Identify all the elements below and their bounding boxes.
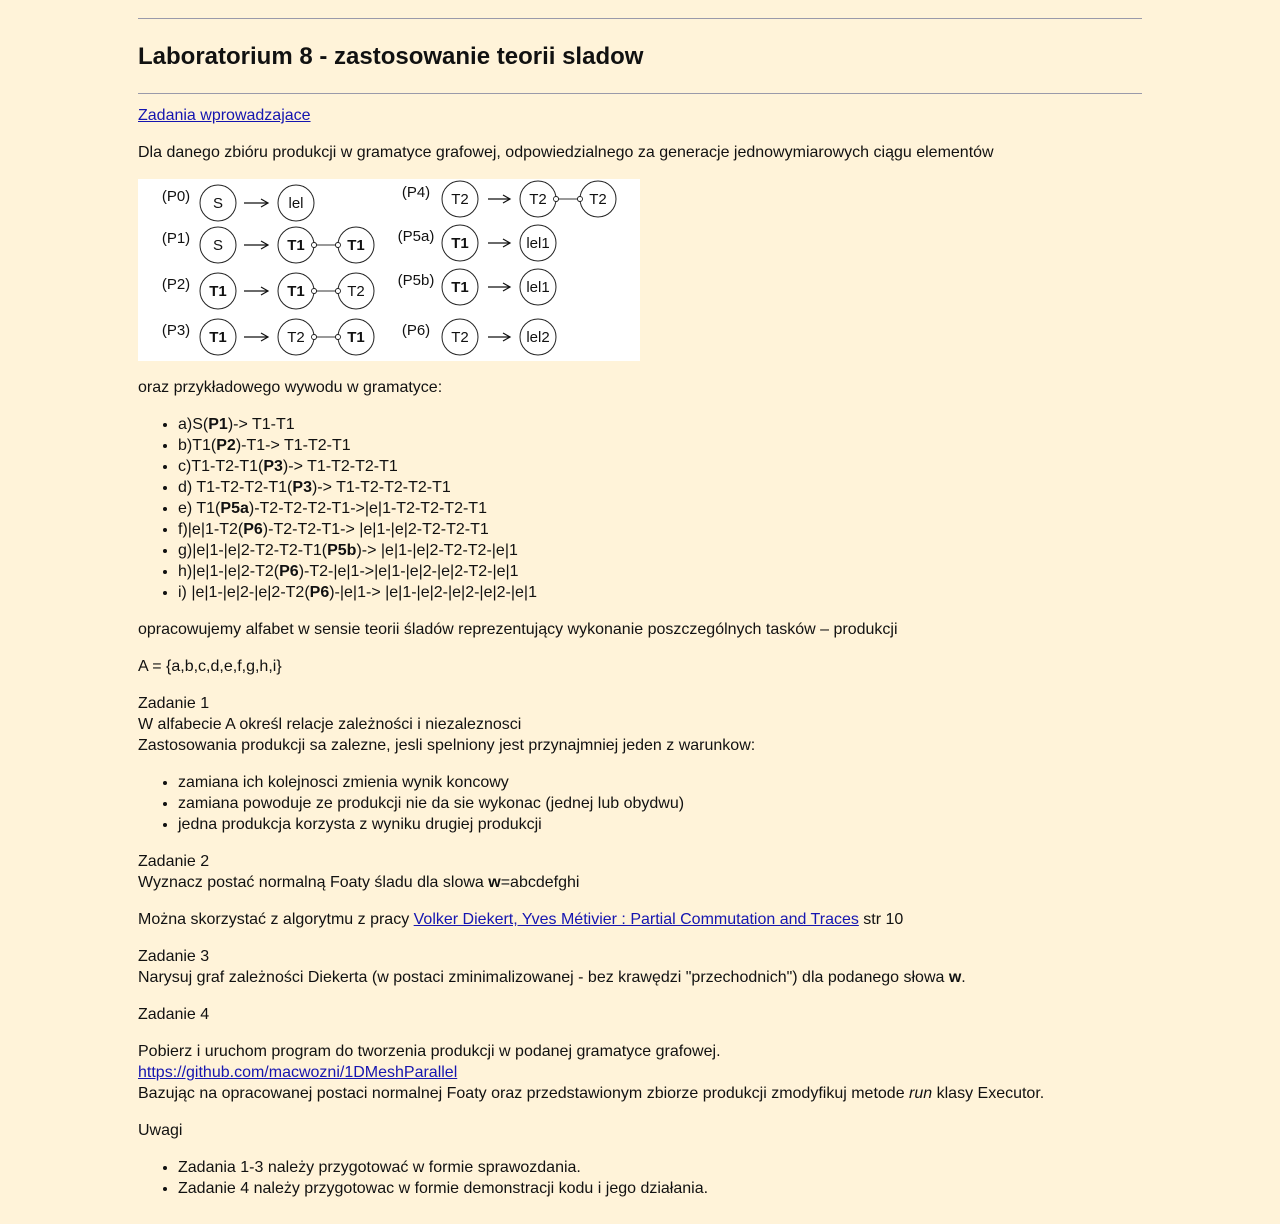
port: [312, 335, 317, 340]
derivation-step: • g)|e|1-|e|2-T2-T2-T1(P5b)-> |e|1-|e|2-T2-T2-|e|1: [178, 540, 1142, 561]
node-label: T1: [451, 235, 469, 252]
port: [578, 197, 583, 202]
intro-text: Dla danego zbióru produkcji w gramatyce grafowej, odpowiedzialnego za generacje jednowymiarowych ciągu elementów: [138, 144, 994, 161]
note-item: • Zadania 1-3 należy przygotować w formie sprawozdania.: [178, 1157, 1142, 1178]
condition-item: • zamiana powoduje ze produkcji nie da sie wykonac (jednej lub obydwu): [178, 793, 1142, 814]
derivation-step: • f)|e|1-T2(P6)-T2-T2-T1-> |e|1-|e|2-T2-T2-T1: [178, 519, 1142, 540]
task2-title: Zadanie 2: [138, 853, 210, 870]
top-divider: [138, 18, 1142, 19]
production-label: (P1): [161, 230, 191, 247]
derivation-step: • a)S(P1)-> T1-T1: [178, 414, 1142, 435]
node-label: S: [212, 237, 224, 254]
title-divider: [138, 93, 1142, 94]
productions-diagram: [138, 179, 640, 361]
node-label: T1: [347, 329, 365, 346]
node-label: T2: [529, 191, 547, 208]
node-label: T1: [209, 329, 227, 346]
port: [312, 243, 317, 248]
alphabet-intro: opracowujemy alfabet w sensie teorii śladów reprezentujący wykonanie poszczególnych tasków – produkcji: [138, 621, 898, 638]
notes-list: [138, 1157, 1142, 1199]
task1-conditions: [138, 772, 1142, 835]
node-label: lel1: [526, 235, 550, 252]
node-label: lel2: [526, 329, 550, 346]
task3-text: Narysuj graf zależności Diekerta (w postaci zminimalizowanej - bez krawędzi "przechodnich") dla podanego słowa w.: [138, 969, 966, 986]
node-label: lel1: [526, 279, 550, 296]
task4-line1: Pobierz i uruchom program do tworzenia produkcji w podanej gramatyce grafowej.: [138, 1043, 721, 1060]
production-label: (P0): [161, 188, 191, 205]
node-label: T2: [451, 329, 469, 346]
derivation-intro: oraz przykładowego wywodu w gramatyce:: [138, 379, 443, 396]
node-label: lel: [288, 195, 304, 212]
derivation-step: • b)T1(P2)-T1-> T1-T2-T1: [178, 435, 1142, 456]
production-label: (P2): [161, 276, 191, 293]
node-label: T2: [287, 329, 305, 346]
node-label: T1: [287, 237, 305, 254]
production-label: (P6): [401, 322, 431, 339]
task2-hint: Można skorzystać z algorytmu z pracy Volker Diekert, Yves Métivier : Partial Commutation and Traces str 10: [138, 911, 904, 928]
condition-item: • jedna produkcja korzysta z wyniku drugiej produkcji: [178, 814, 1142, 835]
node-label: T1: [209, 283, 227, 300]
alphabet-definition: A = {a,b,c,d,e,f,g,h,i}: [138, 658, 282, 675]
derivation-step: • i) |e|1-|e|2-|e|2-T2(P6)-|e|1-> |e|1-|e|2-|e|2-|e|2-|e|1: [178, 582, 1142, 603]
derivation-step: • d) T1-T2-T2-T1(P3)-> T1-T2-T2-T2-T1: [178, 477, 1142, 498]
page-title: Laboratorium 8 - zastosowanie teorii sladow: [138, 43, 644, 70]
production-label: (P5b): [397, 272, 435, 289]
task1-line1: W alfabecie A określ relacje zależności i niezaleznosci: [138, 716, 522, 733]
port: [336, 243, 341, 248]
derivation-list: [138, 414, 1142, 603]
condition-item: • zamiana ich kolejnosci zmienia wynik koncowy: [178, 772, 1142, 793]
node-label: T2: [589, 191, 607, 208]
production-label: (P4): [401, 184, 431, 201]
intro-tasks-link[interactable]: Zadania wprowadzajace: [138, 107, 311, 124]
port: [312, 289, 317, 294]
task4-line3: Bazując na opracowanej postaci normalnej Foaty oraz przedstawionym zbiorze produkcji zmodyfikuj metode run klasy Executor.: [138, 1085, 1045, 1102]
port: [336, 335, 341, 340]
task1-line2: Zastosowania produkcji sa zalezne, jesli spelniony jest przynajmniej jeden z warunkow:: [138, 737, 756, 754]
node-label: T2: [347, 283, 365, 300]
node-label: S: [212, 195, 224, 212]
node-label: T1: [347, 237, 365, 254]
task4-title: Zadanie 4: [138, 1006, 210, 1023]
node-label: T2: [451, 191, 469, 208]
node-label: T1: [451, 279, 469, 296]
production-label: (P5a): [397, 228, 435, 245]
derivation-step: • c)T1-T2-T1(P3)-> T1-T2-T2-T1: [178, 456, 1142, 477]
node-label: T1: [287, 283, 305, 300]
github-link[interactable]: https://github.com/macwozni/1DMeshParallel: [138, 1064, 458, 1081]
note-item: • Zadanie 4 należy przygotowac w formie demonstracji kodu i jego działania.: [178, 1178, 1142, 1199]
notes-title: Uwagi: [138, 1122, 183, 1139]
page-content: [138, 0, 1142, 1199]
derivation-step: • e) T1(P5a)-T2-T2-T2-T1->|e|1-T2-T2-T2-T1: [178, 498, 1142, 519]
port: [336, 289, 341, 294]
production-label: (P3): [161, 322, 191, 339]
task1-title: Zadanie 1: [138, 695, 210, 712]
task3-title: Zadanie 3: [138, 948, 210, 965]
derivation-step: • h)|e|1-|e|2-T2(P6)-T2-|e|1->|e|1-|e|2-|e|2-T2-|e|1: [178, 561, 1142, 582]
task2-text: Wyznacz postać normalną Foaty śladu dla slowa w=abcdefghi: [138, 874, 580, 891]
paper-link[interactable]: Volker Diekert, Yves Métivier : Partial Commutation and Traces: [413, 911, 859, 928]
port: [554, 197, 559, 202]
